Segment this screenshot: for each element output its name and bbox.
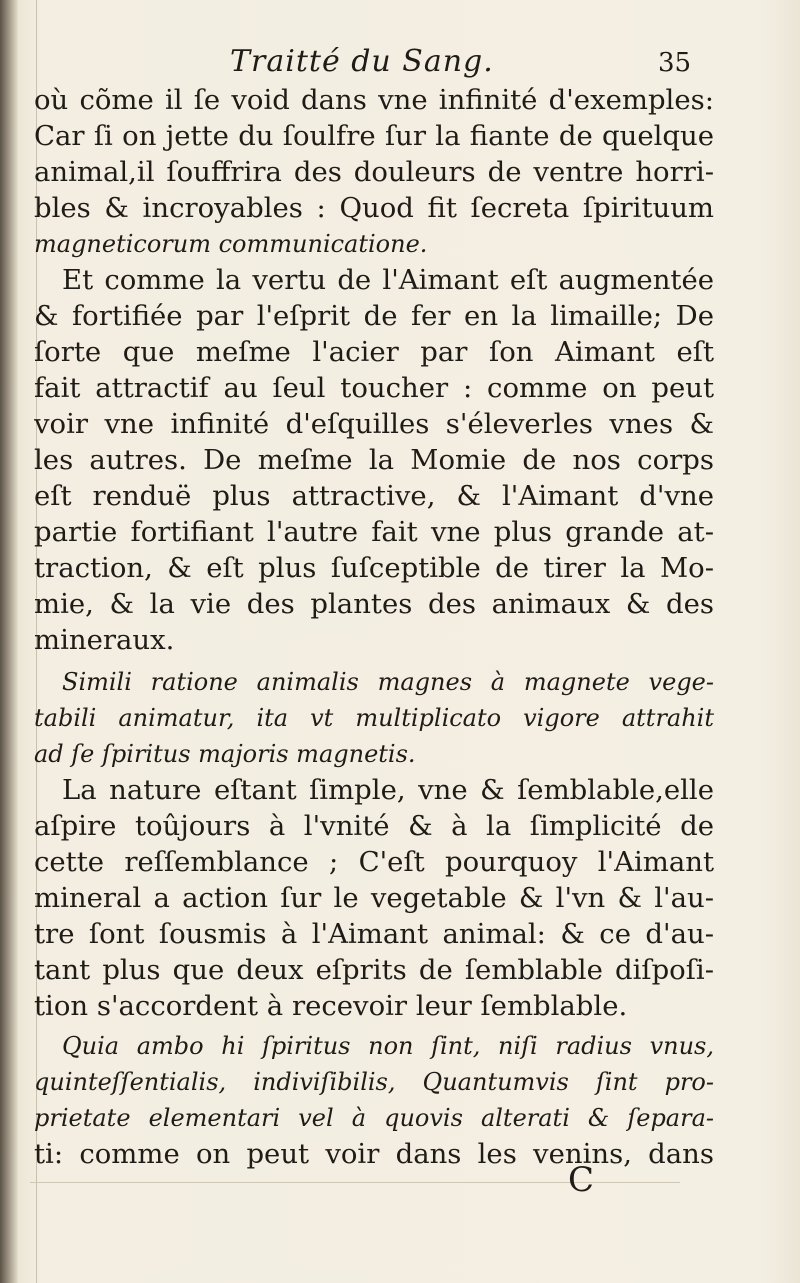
- text-line: mineral a action ſur le vegetable & l'vn & l'au-: [34, 882, 714, 914]
- text-line: Quia ambo hi ſpiritus non ſint, niſi radius vnus,: [62, 1032, 714, 1060]
- text-line: les autres. De meſme la Momie de nos corps: [34, 444, 714, 476]
- running-title: Traitté du Sang.: [230, 44, 494, 79]
- text-line: tabili animatur, ita vt multiplicato vigore attrahit: [34, 704, 714, 732]
- text-line: & fortifiée par l'eſprit de fer en la limaille; De: [34, 300, 714, 332]
- text-line: Car ſi on jette du ſoulfre ſur la fiante de quelque: [34, 120, 714, 152]
- text-line: aſpire toûjours à l'vnité & à la ſimplicité de: [34, 810, 714, 842]
- text-line: mie, & la vie des plantes des animaux & des: [34, 588, 714, 620]
- text-line: cette reſſemblance ; C'eſt pourquoy l'Aimant: [34, 846, 714, 878]
- text-line: tion s'accordent à recevoir leur ſemblable.: [34, 990, 628, 1022]
- text-line: fait attractif au ſeul toucher : comme on peut: [34, 372, 714, 404]
- text-line: tant plus que deux eſprits de ſemblable diſpoſi-: [34, 954, 714, 986]
- text-line: eſt renduë plus attractive, & l'Aimant d'vne: [34, 480, 714, 512]
- text-line: La nature eſtant ſimple, vne & ſemblable,elle: [62, 774, 714, 806]
- signature-mark: C: [568, 1160, 595, 1200]
- text-line: ad ſe ſpiritus majoris magnetis.: [34, 740, 416, 768]
- page-number: 35: [658, 48, 692, 78]
- text-line: voir vne infinité d'eſquilles s'éleverles vnes &: [34, 408, 714, 440]
- text-line: tre ſont ſousmis à l'Aimant animal: & ce d'au-: [34, 918, 714, 950]
- text-line: quinteſſentialis, indiviſibilis, Quantumvis ſint pro-: [34, 1068, 714, 1096]
- text-line: magneticorum communicatione.: [34, 230, 428, 258]
- text-line: prietate elementari vel à quovis alterati & ſepara-: [34, 1104, 714, 1132]
- text-line: où cõme il ſe void dans vne infinité d'exemples:: [34, 84, 714, 116]
- text-line: mineraux.: [34, 624, 175, 656]
- text-line: ti: comme on peut voir dans les venins, dans: [34, 1138, 714, 1170]
- text-line: ſorte que meſme l'acier par ſon Aimant eſt: [34, 336, 714, 368]
- text-line: partie fortifiant l'autre fait vne plus grande at-: [34, 516, 714, 548]
- text-line: Et comme la vertu de l'Aimant eſt augmentée: [62, 264, 714, 296]
- text-line: animal,il ſouffrira des douleurs de ventre horri-: [34, 156, 714, 188]
- book-binding: [0, 0, 18, 1283]
- text-line: Simili ratione animalis magnes à magnete vege-: [62, 668, 714, 696]
- text-line: bles & incroyables : Quod fit ſecreta ſpirituum: [34, 192, 714, 224]
- text-line: traction, & eſt plus ſuſceptible de tirer la Mo-: [34, 552, 714, 584]
